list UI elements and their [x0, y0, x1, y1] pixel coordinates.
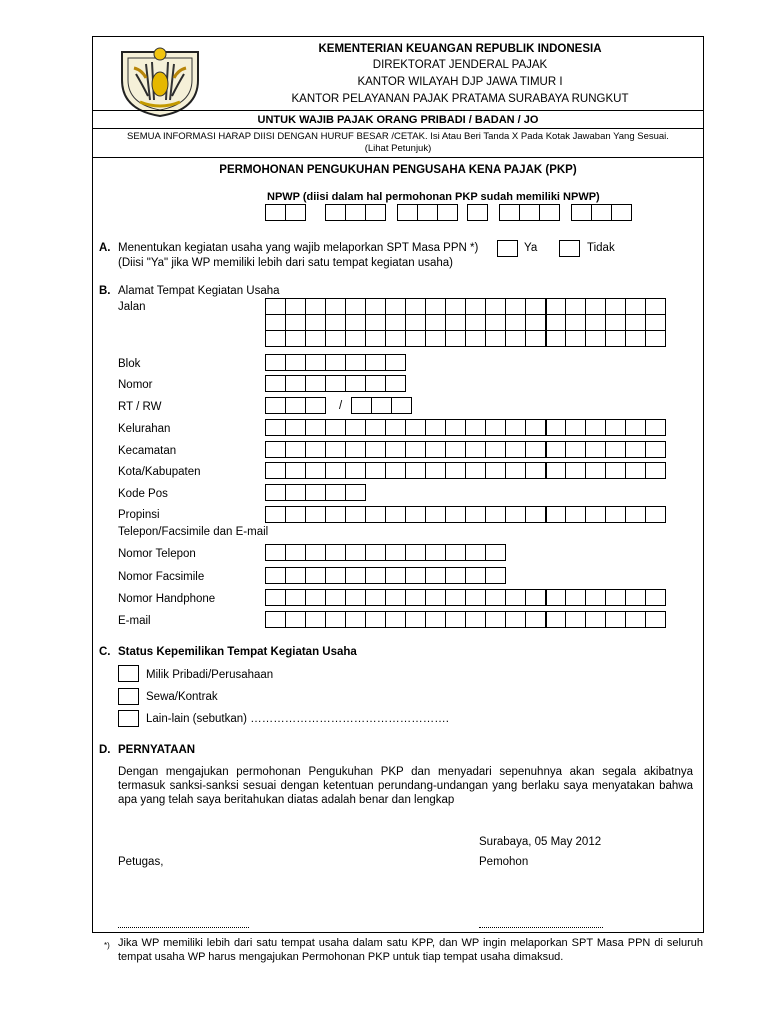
milik-pribadi-checkbox[interactable]: [118, 665, 139, 682]
telepon-input[interactable]: [265, 544, 505, 561]
section-a-text: Menentukan kegiatan usaha yang wajib melaporkan SPT Masa PPN *): [118, 242, 479, 254]
rtrw-separator: /: [339, 400, 343, 412]
rt-input[interactable]: [265, 397, 325, 414]
section-a-note: (Diisi "Ya" jika WP memiliki lebih dari satu tempat kegiatan usaha): [118, 257, 453, 269]
jalan-input-row1[interactable]: [265, 298, 665, 315]
no-label: Tidak: [587, 242, 615, 254]
yes-label: Ya: [524, 242, 538, 254]
sewa-kontrak-checkbox[interactable]: [118, 688, 139, 705]
kecamatan-label: Kecamatan: [118, 445, 177, 457]
kecamatan-input[interactable]: [265, 441, 665, 458]
officer-signature-line: [118, 927, 249, 928]
facsimile-label: Nomor Facsimile: [118, 571, 205, 583]
footnote-text: Jika WP memiliki lebih dari satu tempat usaha dalam satu KPP, dan WP ingin melaporkan SPT Masa PPN di seluruh tempat usaha WP harus mengajukan Permohonan PKP untuk tiap tempat usaha dimaksud.: [118, 937, 703, 963]
place-date: Surabaya, 05 May 2012: [479, 836, 602, 848]
propinsi-label: Propinsi: [118, 509, 160, 521]
email-label: E-mail: [118, 615, 151, 627]
applicant-label: Pemohon: [479, 856, 529, 868]
kodepos-label: Kode Pos: [118, 488, 168, 500]
yes-checkbox[interactable]: [497, 240, 518, 257]
section-b-letter: B.: [99, 285, 111, 297]
section-d-title: PERNYATAAN: [118, 744, 196, 756]
jalan-label: Jalan: [118, 301, 146, 313]
section-c-letter: C.: [99, 646, 111, 658]
section-a-letter: A.: [99, 242, 111, 254]
section-c-title: Status Kepemilikan Tempat Kegiatan Usaha: [118, 646, 357, 658]
lain-lain-label: Lain-lain (sebutkan) …………………………………………….: [146, 713, 449, 725]
rw-input[interactable]: [351, 397, 411, 414]
footnote-marker: *): [104, 941, 110, 950]
npwp-input[interactable]: [265, 204, 639, 221]
section-d-letter: D.: [99, 744, 111, 756]
handphone-label: Nomor Handphone: [118, 593, 216, 605]
form-title: PERMOHONAN PENGUKUHAN PENGUSAHA KENA PAJAK (PKP): [219, 164, 577, 176]
nomor-label: Nomor: [118, 379, 153, 391]
header-regional-office: KANTOR WILAYAH DJP JAWA TIMUR I: [357, 76, 563, 88]
kelurahan-input[interactable]: [265, 419, 665, 436]
facsimile-input[interactable]: [265, 567, 505, 584]
email-input[interactable]: [265, 611, 665, 628]
section-b-title: Alamat Tempat Kegiatan Usaha: [118, 285, 280, 297]
instructions: SEMUA INFORMASI HARAP DIISI DENGAN HURUF BESAR /CETAK. Isi Atau Beri Tanda X Pada Kotak Jawaban Yang Sesuai.: [127, 131, 669, 142]
handphone-input[interactable]: [265, 589, 665, 606]
header-ministry: KEMENTERIAN KEUANGAN REPUBLIK INDONESIA: [318, 43, 602, 55]
jalan-input-row3[interactable]: [265, 330, 665, 347]
statement-text: Dengan mengajukan permohonan Pengukuhan PKP dan menyadari sepenuhnya akan segala akibatnya termasuk sanksi-sanksi sesuai dengan ketentuan perundang-undangan yang berlaku saya menyatakan bahwa apa yang telah saya beritahukan diatas adalah benar dan lengkap: [118, 766, 693, 806]
ministry-emblem-icon: [112, 40, 208, 118]
sewa-kontrak-label: Sewa/Kontrak: [146, 691, 218, 703]
no-checkbox[interactable]: [559, 240, 580, 257]
jalan-input-row2[interactable]: [265, 314, 665, 331]
rtrw-label: RT / RW: [118, 401, 162, 413]
subject-line: UNTUK WAJIB PAJAK ORANG PRIBADI / BADAN / JO: [257, 114, 539, 126]
blok-label: Blok: [118, 358, 141, 370]
contact-title: Telepon/Facsimile dan E-mail: [118, 526, 269, 538]
nomor-input[interactable]: [265, 375, 405, 392]
kota-input[interactable]: [265, 462, 665, 479]
kelurahan-label: Kelurahan: [118, 423, 171, 435]
telepon-label: Nomor Telepon: [118, 548, 196, 560]
officer-label: Petugas,: [118, 856, 164, 868]
npwp-label: NPWP (diisi dalam hal permohonan PKP sudah memiliki NPWP): [267, 191, 600, 203]
kodepos-input[interactable]: [265, 484, 365, 501]
lain-lain-checkbox[interactable]: [118, 710, 139, 727]
header-tax-office: KANTOR PELAYANAN PAJAK PRATAMA SURABAYA RUNGKUT: [291, 93, 629, 105]
blok-input[interactable]: [265, 354, 405, 371]
applicant-signature-line: [479, 927, 603, 928]
instructions-note: (Lihat Petunjuk): [364, 143, 432, 154]
propinsi-input[interactable]: [265, 506, 665, 523]
milik-pribadi-label: Milik Pribadi/Perusahaan: [146, 669, 274, 681]
kota-label: Kota/Kabupaten: [118, 466, 201, 478]
header-directorate: DIREKTORAT JENDERAL PAJAK: [372, 59, 548, 71]
